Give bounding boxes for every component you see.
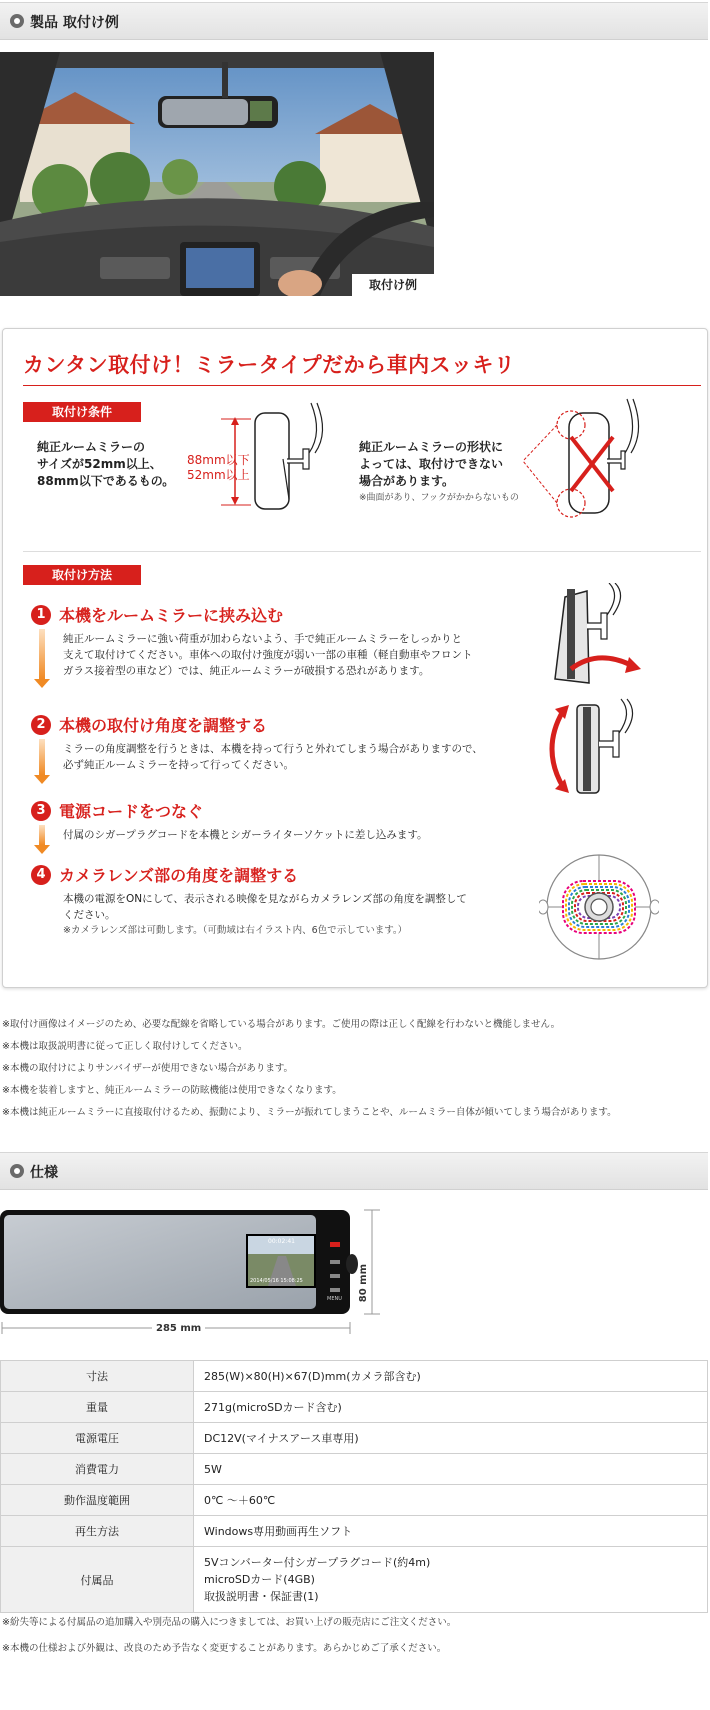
spec-key: 付属品 (1, 1547, 194, 1613)
warning-line: 純正ルームミラーの形状に (359, 440, 504, 454)
step-line: 支えて取付けてください。車体への取付け強度が弱い一部の車種（軽自動車やフロント (63, 649, 473, 661)
step-line: ください。 (63, 909, 116, 921)
spec-value: 5W (194, 1454, 708, 1485)
install-headline: カンタン取付け！ミラータイプだから車内スッキリ (23, 353, 516, 377)
spec-value: 0℃ ～＋60℃ (194, 1485, 708, 1516)
table-row (1, 1454, 708, 1485)
step-line: ガラス接着型の車など）では、純正ルームミラーが破損する恐れがあります。 (63, 665, 430, 677)
width-dimension: 285 mm (152, 1323, 205, 1334)
step-number: 3 (31, 801, 51, 821)
clip-on-illustration (537, 583, 647, 693)
step-line: 本機の電源をONにして、表示される映像を見ながらカメラレンズ部の角度を調整して (63, 893, 467, 905)
spec-key: 再生方法 (1, 1516, 194, 1547)
install-guide-box (2, 328, 708, 988)
footnotes (2, 1610, 456, 1662)
step-body (63, 827, 511, 843)
install-notes (2, 1014, 617, 1124)
section-header-install-example (0, 2, 708, 40)
divider (23, 385, 701, 386)
note-line: ※本機は純正ルームミラーに直接取付けるため、振動により、ミラーが振れてしまうことや、ルームミラー自体が傾いてしまう場合があります。 (2, 1107, 617, 1118)
section-title: 仕様 (30, 1165, 58, 1181)
angle-adjust-illustration (537, 695, 647, 799)
footnote-line: ※紛失等による付属品の追加購入や別売品の購入につきましては、お買い上げの販売店にご注文ください。 (2, 1617, 457, 1628)
step-title: カメラレンズ部の角度を調整する (59, 866, 299, 885)
condition-line: サイズが52mm以上、 (37, 457, 162, 471)
step-number: 2 (31, 715, 51, 735)
flow-arrow-head (34, 679, 50, 688)
spec-table (0, 1360, 708, 1613)
install-photo (0, 52, 434, 296)
accessory-line: 5Vコンバーター付シガープラグコード(約4m) (204, 1556, 431, 1569)
screen-time: 00:02:41 (268, 1238, 295, 1245)
photo-caption: 取付け例 (352, 274, 434, 296)
spec-value: DC12V(マイナスアース車専用) (194, 1423, 708, 1454)
conditions-tag: 取付け条件 (23, 402, 141, 422)
divider (23, 551, 701, 552)
spec-value: 271g(microSDカード含む) (194, 1392, 708, 1423)
spec-key: 重量 (1, 1392, 194, 1423)
device-front-view (0, 1208, 400, 1336)
step-title: 電源コードをつなぐ (59, 802, 204, 821)
incompatible-mirror-diagram (521, 391, 651, 521)
menu-button-label: MENU (327, 1296, 342, 1302)
step-title: 本機をルームミラーに挟み込む (59, 606, 284, 625)
footnote-line: ※本機の仕様および外観は、改良のため予告なく変更することがあります。あらかじめご了承ください。 (2, 1643, 447, 1654)
warning-line: よっては、取付けできない (359, 457, 504, 471)
spec-key: 電源電圧 (1, 1423, 194, 1454)
spec-key: 寸法 (1, 1361, 194, 1392)
table-row (1, 1392, 708, 1423)
mirror-dimension-labels (187, 453, 250, 483)
accessory-line: 取扱説明書・保証書(1) (204, 1590, 319, 1603)
table-row (1, 1485, 708, 1516)
method-tag: 取付け方法 (23, 565, 141, 585)
flow-arrow (39, 825, 45, 845)
section-title: 製品 取付け例 (30, 15, 119, 31)
step-note: ※カメラレンズ部は可動します。（可動域は右イラスト内、6色で示しています。） (63, 925, 408, 936)
camera-range-illustration (539, 851, 659, 961)
height-dimension: 80 mm (358, 1264, 369, 1303)
note-line: ※本機を装着しますと、純正ルームミラーの防眩機能は使用できなくなります。 (2, 1085, 342, 1096)
warning-line: 場合があります。 (359, 474, 455, 488)
table-row (1, 1361, 708, 1392)
step-line: ミラーの角度調整を行うときは、本機を持って行うと外れてしまう場合がありますので、 (63, 743, 483, 755)
bullet-icon (10, 1164, 24, 1178)
flow-arrow (39, 629, 45, 679)
condition-line: 純正ルームミラーの (37, 440, 146, 454)
accessory-line: microSDカード(4GB) (204, 1573, 315, 1586)
flow-arrow-head (34, 845, 50, 854)
screen-date: 2014/05/16 15:08:25 (250, 1278, 303, 1284)
spec-key: 動作温度範囲 (1, 1485, 194, 1516)
step-body (63, 741, 511, 773)
note-line: ※本機の取付けによりサンバイザーが使用できない場合があります。 (2, 1063, 294, 1074)
bullet-icon (10, 14, 24, 28)
step-line: 必ず純正ルームミラーを持って行ってください。 (63, 759, 294, 771)
table-row (1, 1547, 708, 1613)
step-title: 本機の取付け角度を調整する (59, 716, 268, 735)
warning-text (359, 439, 519, 507)
step-body (63, 891, 511, 939)
flow-arrow (39, 739, 45, 775)
spec-value: Windows専用動画再生ソフト (194, 1516, 708, 1547)
note-line: ※本機は取扱説明書に従って正しく取付けしてください。 (2, 1041, 248, 1052)
dim-label-max: 88mm以下 (187, 453, 250, 467)
step-body (63, 631, 511, 679)
condition-text (37, 439, 174, 490)
section-header-spec (0, 1152, 708, 1190)
table-row (1, 1516, 708, 1547)
note-line: ※取付け画像はイメージのため、必要な配線を省略している場合があります。ご使用の際は正しく配線を行わないと機能しません。 (2, 1019, 561, 1030)
spec-key: 消費電力 (1, 1454, 194, 1485)
step-number: 1 (31, 605, 51, 625)
spec-value: 285(W)×80(H)×67(D)mm(カメラ部含む) (194, 1361, 708, 1392)
flow-arrow-head (34, 775, 50, 784)
step-line: 付属のシガープラグコードを本機とシガーライターソケットに差し込みます。 (63, 829, 428, 841)
step-line: 純正ルームミラーに強い荷重が加わらないよう、手で純正ルームミラーをしっかりと (63, 633, 462, 645)
step-number: 4 (31, 865, 51, 885)
car-interior-illustration (0, 52, 434, 296)
condition-line: 88mm以下であるもの。 (37, 474, 175, 488)
spec-value (194, 1547, 708, 1613)
warning-note: ※曲面があり、フックがかからないもの (359, 493, 519, 503)
dim-label-min: 52mm以上 (187, 468, 250, 482)
table-row (1, 1423, 708, 1454)
